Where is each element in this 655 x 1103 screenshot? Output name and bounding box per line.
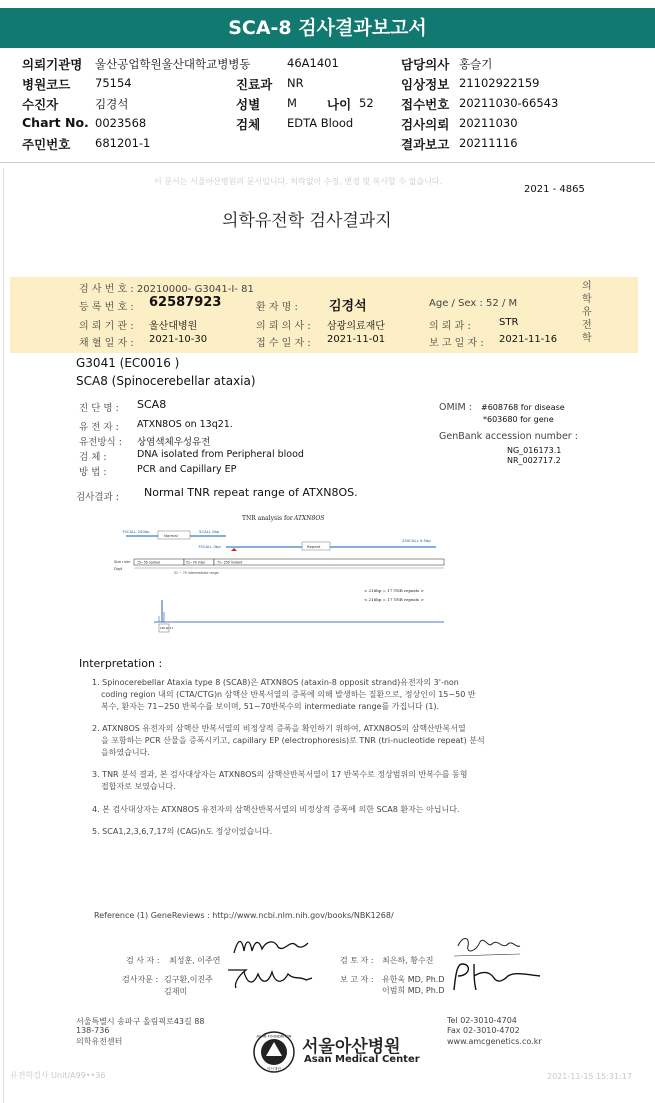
tester-value: 최성훈, 이주연 bbox=[169, 956, 221, 965]
doctor-label: 의 뢰 의 사 : bbox=[256, 321, 311, 332]
scale-label-2: 5CALL 0bp bbox=[199, 529, 220, 534]
age-sex: Age / Sex : 52 / M bbox=[429, 298, 518, 309]
collect-value: 2021-10-30 bbox=[149, 334, 208, 345]
result-value: Normal TNR repeat range of ATXN8OS. bbox=[144, 486, 358, 499]
patient-name-value: 김경석 bbox=[329, 299, 367, 314]
hospital-name-english: Asan Medical Center bbox=[304, 1054, 420, 1065]
requesting-org-label: 의뢰기관명 bbox=[22, 57, 83, 72]
method-label: 방 법 : bbox=[79, 467, 107, 478]
interp-line-3: 복수, 환자는 71~250 반복수를 보이며, 51~70반복수의 intermediate range를 가집니다 (1). bbox=[101, 702, 440, 711]
result-report-label: 결과보고 bbox=[401, 137, 450, 152]
address-line-3: 의학유전센터 bbox=[76, 1037, 123, 1046]
genbank-label: GenBank accession number : bbox=[439, 431, 578, 442]
scanned-result-document bbox=[3, 168, 655, 1103]
side-label: 의학유전학 bbox=[582, 281, 592, 344]
normal-range-box-label: Normal bbox=[164, 533, 178, 538]
test-name: SCA8 (Spinocerebellar ataxia) bbox=[76, 374, 256, 388]
reviewer-label: 검 토 자 : bbox=[340, 956, 374, 965]
document-number: 2021 - 4865 bbox=[524, 184, 585, 195]
sex-value: M bbox=[287, 96, 297, 110]
test-manager-signature bbox=[224, 964, 316, 992]
reporter-value-1: 유한욱 MD, Ph.D bbox=[382, 975, 445, 984]
segment-normal-label: 15~50 normal bbox=[137, 560, 160, 565]
inheritance-value: 상염색체우성유전 bbox=[137, 437, 211, 448]
clinical-info-label: 임상정보 bbox=[401, 77, 450, 92]
segment-mutant-label: 71~250 mutant bbox=[217, 560, 243, 565]
patient-value: 김경석 bbox=[95, 97, 129, 111]
report-date-value: 2021-11-16 bbox=[499, 334, 558, 345]
reg-no-label: 등 록 번 호 : bbox=[79, 302, 134, 313]
hospital-code-value: 75154 bbox=[95, 76, 132, 90]
interp-line-6: 을하였습니다. bbox=[101, 748, 150, 757]
genbank-accession-1: NG_016173.1 bbox=[507, 446, 562, 455]
reviewer-signature bbox=[452, 932, 522, 960]
gene-value: ATXN8OS on 13q21. bbox=[137, 419, 233, 430]
address-line-1: 서울특별시 송파구 올림픽로43길 88 bbox=[76, 1017, 205, 1026]
receipt-no-label: 접수번호 bbox=[401, 97, 450, 112]
report-title-banner: SCA-8 검사결과보고서 bbox=[0, 8, 655, 48]
repeat-annotation-1: < 216bp = 17 TNR repeats > bbox=[364, 588, 424, 593]
tester-label: 검 사 자 : bbox=[126, 956, 160, 965]
tnr-electropherogram bbox=[114, 508, 454, 638]
patient-name-label: 환 자 명 : bbox=[256, 302, 298, 313]
segment-mutant bbox=[214, 559, 444, 565]
reporter-value-2: 이범희 MD, Ph.D bbox=[382, 986, 445, 995]
chart-title-gene: ATXN8OS bbox=[294, 515, 325, 522]
segment-intermediate-label: 51~70 inter bbox=[186, 560, 206, 565]
omim-disease: #608768 for disease bbox=[481, 403, 565, 412]
dept-value: NR bbox=[287, 76, 304, 90]
org-value: 울산대병원 bbox=[149, 321, 198, 332]
chart-no-value: 0023568 bbox=[95, 116, 147, 130]
age-value: 52 bbox=[359, 96, 374, 110]
scale-label-3: 75CALL 0bp bbox=[198, 544, 221, 549]
age-label: 나이 bbox=[327, 97, 352, 112]
report-header bbox=[0, 52, 655, 160]
digit-label: Digit bbox=[114, 567, 123, 571]
reference: Reference (1) GeneReviews : http://www.ncbi.nlm.nih.gov/books/NBK1268/ bbox=[94, 911, 394, 920]
intermediate-note: 51 ~ 70 intermediate range bbox=[174, 571, 219, 575]
clinical-info-value: 21102922159 bbox=[459, 76, 540, 90]
specimen-detail-label: 검 체 : bbox=[79, 452, 107, 463]
hospital-name-korean: 서울아산병원 bbox=[302, 1037, 401, 1057]
attending-value: 홍슬기 bbox=[459, 57, 493, 71]
scale-label-4: 250CALL 9.5bp bbox=[402, 538, 431, 543]
peak-marker bbox=[231, 548, 237, 551]
seal-subtext: 아산재단 bbox=[267, 1067, 281, 1071]
gene-label: 유 전 자 : bbox=[79, 422, 119, 433]
tester-signature bbox=[230, 933, 310, 959]
chart-no-label: Chart No. bbox=[22, 115, 89, 130]
header-divider bbox=[0, 162, 655, 163]
patient-label: 수진자 bbox=[22, 97, 59, 112]
peak-label: 216 bp 17 bbox=[160, 627, 174, 630]
interp-line-10: 5. SCA1,2,3,6,7,17의 (CAG)n도 정상이었습니다. bbox=[92, 827, 273, 836]
receipt-date-value: 2021-11-01 bbox=[327, 334, 386, 345]
test-manager-value-2: 김재미 bbox=[164, 987, 188, 996]
specimen-value: EDTA Blood bbox=[287, 116, 354, 130]
specimen-label: 검체 bbox=[236, 117, 261, 132]
diagnosis-value: SCA8 bbox=[137, 398, 167, 411]
genbank-accession-2: NR_002717.2 bbox=[507, 456, 561, 465]
hospital-code-label: 병원코드 bbox=[22, 77, 71, 92]
receipt-no-value: 20211030-66543 bbox=[459, 96, 559, 110]
interp-line-9: 4. 본 검사대상자는 ATXN8OS 유전자의 삼핵산반복서열의 비정상적 증폭에 의한 SCA8 환자는 아닙니다. bbox=[92, 805, 460, 814]
interp-line-7: 3. TNR 분석 결과, 본 검사대상자는 ATXN8OS의 삼핵산반복서열이 17 반복수로 정상범위의 반복수를 동형 bbox=[92, 770, 468, 779]
requesting-org-value: 울산공업학원울산대학교병병동 bbox=[95, 57, 251, 71]
document-title: 의학유전학 검사결과지 bbox=[222, 211, 392, 231]
dept-label: 의 뢰 과 : bbox=[429, 321, 471, 332]
address-line-2: 138-736 bbox=[76, 1026, 110, 1035]
org-label: 의 뢰 기 관 : bbox=[79, 321, 134, 332]
method-value: PCR and Capillary EP bbox=[137, 464, 237, 475]
interp-line-4: 2. ATXN8OS 유전자의 삼핵산 반복서열의 비정상적 증폭을 확인하기 위하여, ATXN8OS의 삼핵산반복서열 bbox=[92, 724, 466, 733]
interp-line-8: 접합자로 보였습니다. bbox=[101, 782, 176, 791]
website: www.amcgenetics.co.kr bbox=[447, 1037, 542, 1046]
interpretation-label: Interpretation : bbox=[79, 657, 163, 670]
doctor-value: 삼광의료재단 bbox=[327, 321, 385, 332]
specimen-detail-value: DNA isolated from Peripheral blood bbox=[137, 449, 304, 460]
attending-label: 담당의사 bbox=[401, 57, 450, 72]
test-request-label: 검사의뢰 bbox=[401, 117, 450, 132]
result-label: 검사결과 : bbox=[76, 492, 119, 503]
footer-timestamp: 2021-11-15 15:31:17 bbox=[547, 1072, 632, 1081]
diagnosis-label: 진 단 명 : bbox=[79, 403, 119, 414]
fax: Fax 02-3010-4702 bbox=[447, 1026, 520, 1035]
seal-text: ASAN FOUNDATION bbox=[256, 1034, 292, 1039]
test-manager-label: 검사자문 : bbox=[122, 975, 159, 984]
chart-title-prefix: TNR analysis for bbox=[242, 515, 293, 522]
result-report-value: 20211116 bbox=[459, 136, 518, 150]
document-watermark-notice: 이 문서는 서울아산병원의 문서입니다. 허락없이 수정, 변경 및 복사할 수 없습니다. bbox=[154, 177, 443, 186]
omim-gene: *603680 for gene bbox=[483, 415, 554, 424]
org-code-value: 46A1401 bbox=[287, 56, 339, 70]
sex-label: 성별 bbox=[236, 97, 261, 112]
tel: Tel 02-3010-4704 bbox=[447, 1016, 517, 1025]
test-request-value: 20211030 bbox=[459, 116, 518, 130]
repeat-range-box-label: Repeat bbox=[307, 544, 321, 549]
footer-unit: 유전학검사 Unit/A99••36 bbox=[10, 1071, 106, 1080]
reporter-signature bbox=[444, 960, 544, 994]
test-code: G3041 (EC0016 ) bbox=[76, 356, 180, 370]
reg-no-value: 62587923 bbox=[149, 295, 222, 310]
inheritance-label: 유전방식 : bbox=[79, 437, 122, 448]
reviewer-value: 최은하, 황수진 bbox=[382, 956, 434, 965]
test-manager-value-1: 김구환,이진주 bbox=[164, 975, 213, 984]
id-value: 681201-1 bbox=[95, 136, 151, 150]
omim-label: OMIM : bbox=[439, 402, 472, 413]
dept-value: STR bbox=[499, 317, 519, 328]
report-date-label: 보 고 일 자 : bbox=[429, 338, 484, 349]
asan-foundation-seal bbox=[252, 1030, 296, 1074]
repeat-annotation-2: < 216bp = 17 TNR repeats > bbox=[364, 597, 424, 602]
test-number: 검 사 번 호 : 20210000- G3041-I- 81 bbox=[79, 284, 254, 295]
dept-label: 진료과 bbox=[236, 77, 273, 92]
interp-line-5: 을 포함하는 PCR 산물을 증폭시키고, capillary EP (electrophoresis)로 TNR (tri-nucleotide repeat) 분석 bbox=[101, 736, 485, 745]
interp-line-1: 1. Spinocerebellar Ataxia type 8 (SCA8)은 ATXN8OS (ataxin-8 opposit strand)유전자의 3'-non bbox=[92, 678, 459, 687]
reporter-label: 보 고 자 : bbox=[340, 975, 374, 984]
receipt-date-label: 접 수 일 자 : bbox=[256, 338, 311, 349]
interp-line-2: coding region 내의 (CTA/CTG)n 삼핵산 반복서열의 증폭에 의해 발생하는 질환으로, 정상인이 15~50 반 bbox=[101, 690, 476, 699]
id-label: 주민번호 bbox=[22, 137, 71, 152]
scale-label-1: 75CALL 200bp bbox=[122, 529, 150, 534]
collect-label: 채 혈 일 자 : bbox=[79, 338, 134, 349]
ruler-label: Size ruler bbox=[114, 560, 131, 564]
